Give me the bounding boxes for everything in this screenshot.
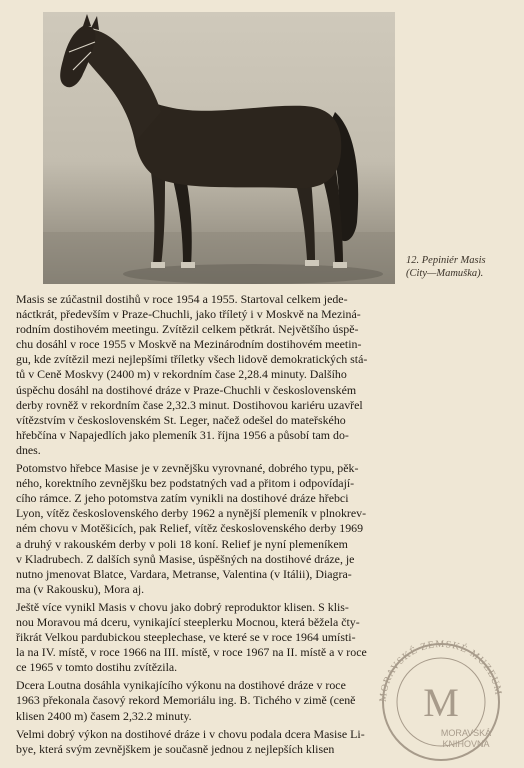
text-line: Velmi dobrý výkon na dostihové dráze i v chovu podala dcera Masise Li- bbox=[16, 726, 365, 741]
text-line: dnes. bbox=[16, 442, 41, 457]
text-line: la na IV. místě, v roce 1966 na III. místě, v roce 1967 na II. místě a v roce bbox=[16, 645, 367, 660]
text-line: rodním dostihovém meetingu. Zvítězil celkem pětkrát. Největšího úspě- bbox=[16, 322, 359, 337]
stamp-letter: M bbox=[423, 680, 459, 725]
text-line: klisen 2400 m) časem 2,32.2 minuty. bbox=[16, 708, 192, 723]
text-line: ma (v Rakousku), Mora aj. bbox=[16, 581, 145, 596]
text-line: ném chovu v Motěšicích, pak Relief, vítěz československého derby 1969 bbox=[16, 521, 364, 536]
caption-pedigree: (City—Mamuška). bbox=[406, 268, 484, 279]
text-line: nutno jmenovat Blatce, Vardara, Metranse, Valentina (v Itálii), Diagra- bbox=[16, 566, 352, 581]
horse-photograph bbox=[43, 12, 395, 284]
text-line: tů v Ceně Moskvy (2400 m) v rekordním čase 2,28.4 minuty. Dalšího bbox=[16, 367, 347, 382]
text-line: Potomstvo hřebce Masise je v zevnějšku vyrovnané, dobrého typu, pěk- bbox=[16, 461, 359, 476]
text-line: a druhý v rakouském derby v poli 18 koní. Relief je nyní plemeníkem bbox=[16, 536, 348, 551]
stamp-sub1: MORAVSKÁ bbox=[440, 728, 492, 738]
text-line: Dcera Loutna dosáhla vynikajícího výkonu na dostihové dráze v roce bbox=[16, 678, 346, 693]
text-line: řikrát Velkou pardubickou steeplechase, ve které se v roce 1964 umísti- bbox=[16, 630, 356, 645]
library-stamp bbox=[366, 632, 516, 762]
text-line: Masis se zúčastnil dostihů v roce 1954 a 1955. Startoval celkem jede- bbox=[16, 292, 348, 306]
text-line: úspěchu dosáhl na dostihové dráze v Praze-Chuchli v československém bbox=[16, 382, 357, 397]
stamp-sub2: KNIHOVNA bbox=[442, 739, 490, 749]
text-line: cího rámce. Z jeho potomstva zatím vynikli na dostihové dráze hřebci bbox=[16, 491, 349, 506]
text-line: náctkrát, především v Praze-Chuchli, jako tříletý i v Moskvě na Meziná- bbox=[16, 307, 361, 322]
text-line: ného, korektního zevnějšku bez podstatných vad a přitom i odpovídají- bbox=[16, 476, 355, 491]
text-line: vítězstvím v československém St. Leger, načež odešel do mateřského bbox=[16, 412, 346, 427]
museum-seal bbox=[366, 632, 516, 762]
stamp-ring-text: MORAVSKÉ ZEMSKÉ MUZEUM bbox=[377, 638, 504, 703]
text-line: chu dosáhl v roce 1955 v Moskvě na Mezinárodním dostihovém meetin- bbox=[16, 337, 362, 352]
text-line: nou Moravou má dceru, vynikající steeplerku Mocnou, která běžela čty- bbox=[16, 614, 360, 629]
text-line: bye, která svým zevnějškem je současně jednou z nejlepších klisen bbox=[16, 741, 335, 756]
text-line: Lyon, vítěz československého derby 1962 a nynější plemeník v plnokrev- bbox=[16, 506, 367, 521]
paragraph-offspring bbox=[16, 461, 512, 597]
text-line: derby rovněž v rekordním čase 2,32.3 minut. Dostihovou kariéru uzavřel bbox=[16, 397, 363, 412]
caption-title: 12. Pepiniér Masis bbox=[406, 255, 486, 266]
text-line: hřebčína v Napajedlích jako plemeník 31. října 1956 a působí tam do- bbox=[16, 427, 349, 442]
text-line: gu, kde zvítězil mezi nejlepšími tříletky všech lidově demokratických stá- bbox=[16, 352, 368, 367]
text-line: v Kladrubech. Z dalších synů Masise, úspěšných na dostihové dráze, je bbox=[16, 551, 355, 566]
photo-caption bbox=[406, 254, 522, 280]
paragraph-racing-career bbox=[16, 292, 512, 458]
text-line: Ještě více vynikl Masis v chovu jako dobrý reproduktor klisen. S klis- bbox=[16, 599, 349, 614]
text-line: ce 1965 v tomto dostihu zvítězila. bbox=[16, 660, 178, 675]
horse-silhouette bbox=[43, 12, 395, 284]
text-line: 1963 překonala časový rekord Memoriálu ing. B. Tichého v zimě (ceně bbox=[16, 693, 356, 708]
